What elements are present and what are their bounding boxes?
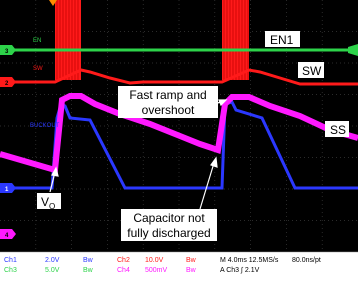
sw-burst-1 bbox=[55, 0, 81, 80]
ch3-status-label[interactable]: Ch3 bbox=[4, 267, 17, 274]
fast-ramp-note-line2: overshoot bbox=[141, 103, 195, 117]
ch2-bandwidth: Bw bbox=[186, 257, 196, 264]
ch2-status-label[interactable]: Ch2 bbox=[117, 257, 130, 264]
ch3-bandwidth: Bw bbox=[83, 267, 93, 274]
ch4-status-label[interactable]: Ch4 bbox=[117, 267, 130, 274]
status-row-1 bbox=[4, 257, 321, 264]
ch1-status-label[interactable]: Ch1 bbox=[4, 257, 17, 264]
ch3-status-value: 5.0V bbox=[45, 267, 60, 274]
svg-text:4: 4 bbox=[5, 233, 9, 239]
en-trace-label: EN bbox=[33, 38, 42, 44]
sw-trace-label: SW bbox=[33, 66, 43, 72]
ch1-status-value: 2.0V bbox=[45, 257, 60, 264]
capacitor-note-line1: Capacitor not bbox=[133, 211, 205, 225]
buckout-trace-label: BUCKOUT bbox=[30, 123, 60, 129]
sw-label: SW bbox=[302, 64, 322, 78]
ch4-bandwidth: Bw bbox=[186, 267, 196, 274]
capacitor-note-line2: fully discharged bbox=[127, 226, 211, 240]
ch2-status-value: 10.0V bbox=[145, 257, 164, 264]
en1-label: EN1 bbox=[270, 33, 294, 47]
vo-label: $V_O$ bbox=[41, 195, 56, 211]
ch4-status-value: 500mV bbox=[145, 267, 168, 274]
trigger-readout: A Ch3 ∫ 2.1V bbox=[220, 267, 260, 274]
svg-text:3: 3 bbox=[5, 49, 9, 55]
ss-label: SS bbox=[330, 123, 347, 137]
ch1-bandwidth: Bw bbox=[83, 257, 93, 264]
timebase-readout: M 4.0ms 12.5MS/s bbox=[220, 257, 279, 264]
svg-text:1: 1 bbox=[5, 187, 9, 193]
fast-ramp-note-line1: Fast ramp and bbox=[129, 88, 207, 102]
svg-text:2: 2 bbox=[5, 81, 9, 87]
resolution-readout: 80.0ns/pt bbox=[292, 257, 321, 264]
